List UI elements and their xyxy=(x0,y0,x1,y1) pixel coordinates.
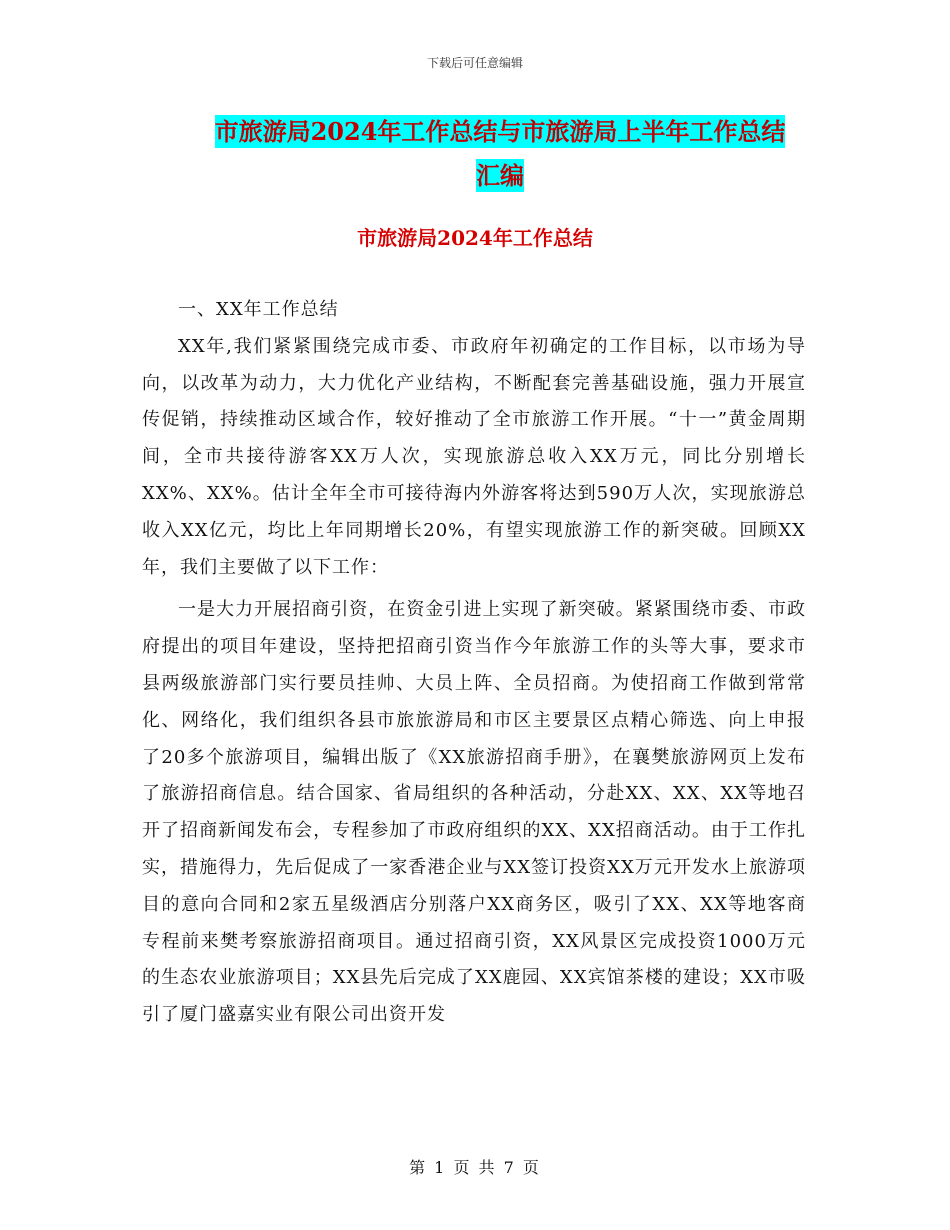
section-title: 市旅游局2024年工作总结 xyxy=(357,226,593,250)
paragraph: 一是大力开展招商引资，在资金引进上实现了新突破。紧紧围绕市委、市政府提出的项目年建设，坚持把招商引资当作今年旅游工作的头等大事，要求市县两级旅游部门实行要员挂帅、大员上阵、全员招商。为使招商工作做到常常化、网络化，我们组织各县市旅旅游局和市区主要景区点精心筛选、向上申报了20多个旅游项目，编辑出版了《XX旅游招商手册》，在襄樊旅游网页上发布了旅游招商信息。结合国家、省局组织的各种活动，分赴XX、XX、XX等地召开了招商新闻发布会，专程参加了市政府组织的XX、XX招商活动。由于工作扎实，措施得力，先后促成了一家香港企业与XX签订投资XX万元开发水上旅游项目的意向合同和2家五星级酒店分别落户XX商务区，吸引了XX、XX等地客商专程前来樊考察旅游招商项目。通过招商引资，XX风景区完成投资1000万元的生态农业旅游项目；XX县先后完成了XX鹿园、XX宾馆茶楼的建设；XX市吸引了厦门盛嘉实业有限公司出资开发 xyxy=(142,599,806,1026)
document-title xyxy=(140,110,860,198)
body-text xyxy=(142,292,806,1034)
paragraph: XX年,我们紧紧围绕完成市委、市政府年初确定的工作目标，以市场为导向，以改革为动力，大力优化产业结构，不断配套完善基础设施，强力开展宣传促销，持续推动区域合作，较好推动了全市旅游工作开展。“十一”黄金周期间，全市共接待游客XX万人次，实现旅游总收入XX万元，同比分别增长XX%、XX%。估计全年全市可接待海内外游客将达到590万人次，实现旅游总收入XX亿元，均比上年同期增长20%，有望实现旅游工作的新突破。回顾XX年，我们主要做了以下工作： xyxy=(142,335,806,578)
page-footer: 第 1 页 共 7 页 xyxy=(409,1158,541,1177)
document-title-line2: 汇编 xyxy=(476,161,524,190)
section-heading: 一、XX年工作总结 xyxy=(178,299,339,320)
header-note: 下载后可任意编辑 xyxy=(426,56,523,70)
document-title-line1: 市旅游局2024年工作总结与市旅游局上半年工作总结 xyxy=(214,117,786,146)
